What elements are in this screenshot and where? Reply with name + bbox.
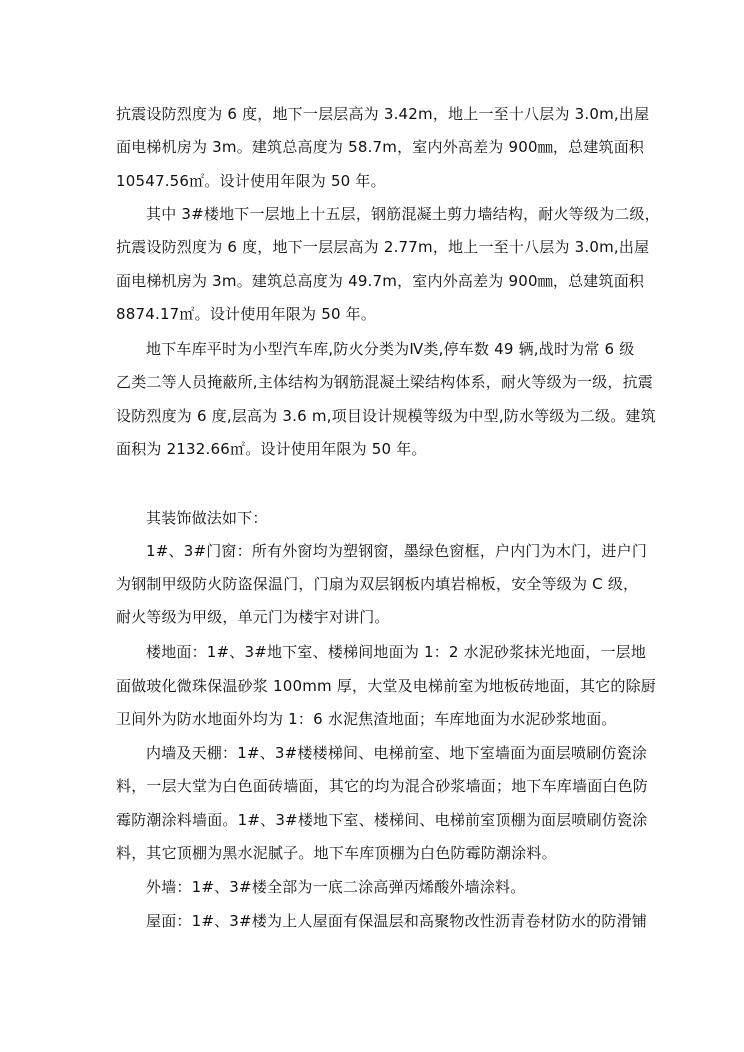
text-line: 设防烈度为 6 度,层高为 3.6 m,项目设计规模等级为中型,防水等级为二级。建筑 [116,407,656,425]
text-line: 霉防潮涂料墙面。1#、3#楼地下室、楼梯间、电梯前室顶棚为面层喷刷仿瓷涂 [116,811,648,829]
text-line: 面做玻化微珠保温砂浆 100mm 厚，大堂及电梯前室为地板砖地面，其它的除厨 [116,677,656,695]
text-line: 卫间外为防水地面外均为 1：6 水泥焦渣地面；车库地面为水泥砂浆地面。 [116,710,617,728]
text-line: 面电梯机房为 3m。建筑总高度为 58.7m，室内外高差为 900㎜，总建筑面积 [116,138,645,156]
text-line: 为钢制甲级防火防盗保温门，门扇为双层钢板内填岩棉板，安全等级为 C 级， [116,575,639,593]
text-line: 8874.17㎡。设计使用年限为 50 年。 [116,305,377,323]
text-line: 面积为 2132.66㎡。设计使用年限为 50 年。 [116,440,427,458]
text-line: 楼地面：1#、3#地下室、楼梯间地面为 1：2 水泥砂浆抹光地面，一层地 [146,643,647,661]
text-line: 料，一层大堂为白色面砖墙面，其它的均为混合砂浆墙面；地下车库墙面白色防 [116,777,649,795]
text-line: 外墙：1#、3#楼全部为一底二涂高弹丙烯酸外墙涂料。 [146,878,526,896]
text-line: 抗震设防烈度为 6 度，地下一层层高为 2.77m，地上一至十八层为 3.0m,出屋 [116,238,650,256]
section-heading: 其装饰做法如下： [146,509,268,527]
text-line: 料，其它顶棚为黑水泥腻子。地下车库顶棚为白色防霉防潮涂料。 [116,844,557,862]
text-line: 地下车库平时为小型汽车库,防火分类为Ⅳ类,停车数 49 辆,战时为常 6 级 [146,340,635,358]
text-line: 其中 3#楼地下一层地上十五层，钢筋混凝土剪力墙结构，耐火等级为二级， [146,205,660,223]
text-line: 面电梯机房为 3m。建筑总高度为 49.7m，室内外高差为 900㎜，总建筑面积 [116,272,645,290]
text-line: 10547.56㎡。设计使用年限为 50 年。 [116,172,386,190]
text-line: 屋面：1#、3#楼为上人屋面有保温层和高聚物改性沥青卷材防水的防滑铺 [146,912,648,930]
text-line: 耐火等级为甲级，单元门为楼宇对讲门。 [116,608,390,626]
text-line: 1#、3#门窗：所有外窗均为塑钢窗，墨绿色窗框，户内门为木门，进户门 [146,542,648,560]
text-line: 内墙及天棚：1#、3#楼楼梯间、电梯前室、地下室墙面为面层喷刷仿瓷涂 [146,744,648,762]
text-line: 乙类二等人员掩蔽所,主体结构为钢筋混凝土梁结构体系，耐火等级为一级，抗震 [116,373,653,391]
text-line: 抗震设防烈度为 6 度，地下一层层高为 3.42m，地上一至十八层为 3.0m,出屋 [116,105,650,123]
